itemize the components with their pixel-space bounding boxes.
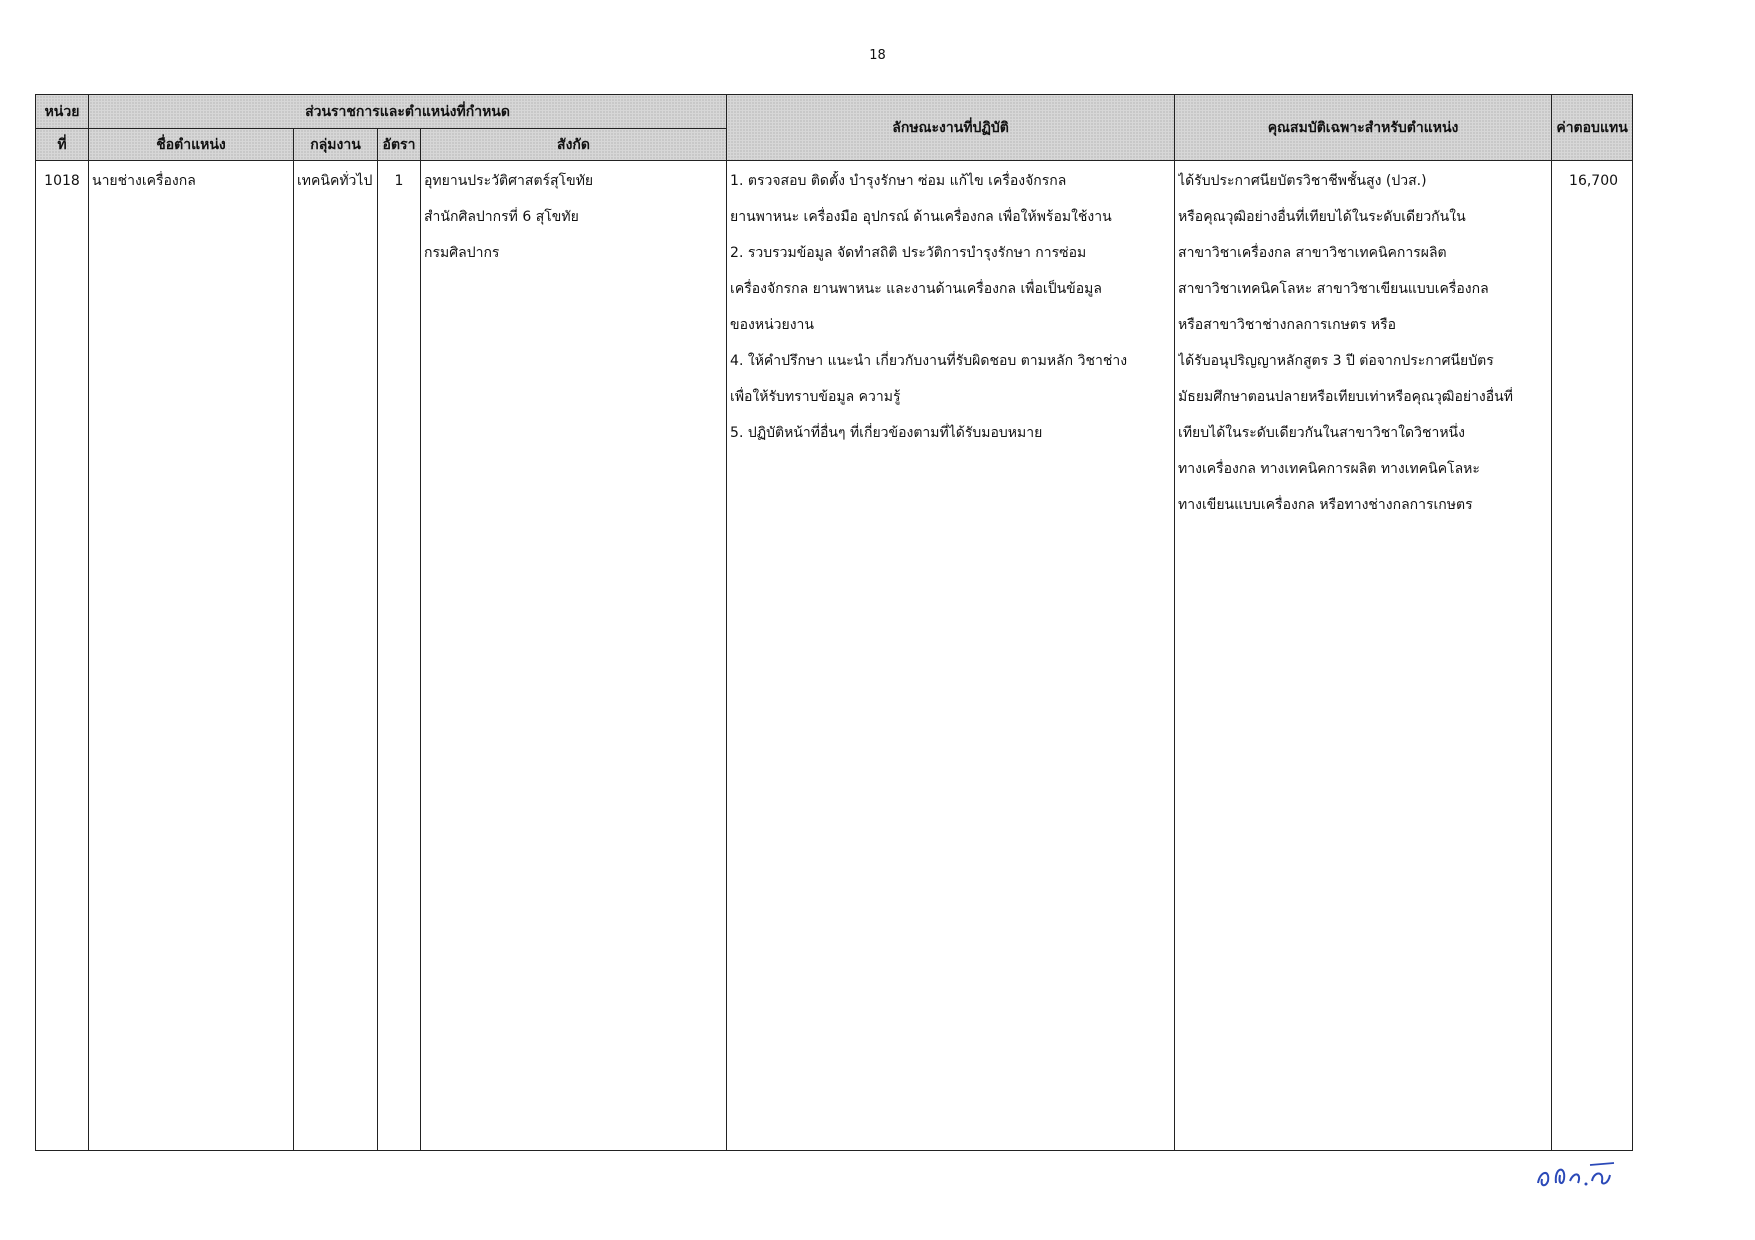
duty-line: เครื่องจักรกล ยานพาหนะ และงานด้านเครื่องกล เพื่อเป็นข้อมูล (730, 281, 1102, 297)
page-number: 18 (869, 48, 886, 63)
header-qualifications: คุณสมบัติเฉพาะสำหรับตำแหน่ง (1175, 95, 1552, 161)
qualification-line: สาขาวิชาเทคนิคโลหะ สาขาวิชาเขียนแบบเครื่องกล (1178, 281, 1489, 297)
work-group: เทคนิคทั่วไป (297, 173, 373, 189)
header-section: ส่วนราชการและตำแหน่งที่กำหนด (89, 95, 727, 129)
header-work-group: กลุ่มงาน (294, 129, 378, 161)
qualification-line: หรือคุณวุฒิอย่างอื่นที่เทียบได้ในระดับเดียวกันใน (1178, 209, 1466, 225)
cell-unit-no (36, 161, 89, 1151)
qualification-line: ได้รับอนุปริญญาหลักสูตร 3 ปี ต่อจากประกาศนียบัตร (1178, 353, 1494, 369)
header-compensation: ค่าตอบแทน (1552, 95, 1633, 161)
header-affiliation: สังกัด (421, 129, 727, 161)
duty-line: เพื่อให้รับทราบข้อมูล ความรู้ (730, 389, 901, 405)
affiliation-line: อุทยานประวัติศาสตร์สุโขทัย (424, 173, 594, 189)
affiliation-line: กรมศิลปากร (424, 245, 500, 261)
header-unit-no: ที่ (36, 129, 89, 161)
duty-line: ยานพาหนะ เครื่องมือ อุปกรณ์ ด้านเครื่องกล เพื่อให้พร้อมใช้งาน (730, 209, 1112, 225)
header-position-name: ชื่อตำแหน่ง (89, 129, 294, 161)
duty-line: 4. ให้คำปรึกษา แนะนำ เกี่ยวกับงานที่รับผิดชอบ ตามหลัก วิชาช่าง (730, 353, 1128, 369)
position-name: นายช่างเครื่องกล (92, 173, 196, 189)
unit-no: 1018 (44, 173, 80, 189)
qualification-line: หรือสาขาวิชาช่างกลการเกษตร หรือ (1178, 317, 1397, 333)
cell-qualifications (1175, 161, 1552, 1151)
cell-quota (378, 161, 421, 1151)
qualification-line: เทียบได้ในระดับเดียวกันในสาขาวิชาใดวิชาหนึ่ง (1178, 425, 1465, 441)
duty-line: ของหน่วยงาน (730, 317, 814, 333)
table-row (36, 161, 1633, 1151)
duty-line: 1. ตรวจสอบ ติดตั้ง บำรุงรักษา ซ่อม แก้ไข เครื่องจักรกล (730, 173, 1067, 189)
cell-duties (727, 161, 1175, 1151)
cell-affiliation (421, 161, 727, 1151)
header-quota: อัตรา (378, 129, 421, 161)
header-duties: ลักษณะงานที่ปฏิบัติ (727, 95, 1175, 161)
qualification-line: ได้รับประกาศนียบัตรวิชาชีพชั้นสูง (ปวส.) (1178, 173, 1427, 189)
qualification-line: มัธยมศึกษาตอนปลายหรือเทียบเท่าหรือคุณวุฒิอย่างอื่นที่ (1178, 389, 1513, 405)
qualification-line: ทางเครื่องกล ทางเทคนิคการผลิต ทางเทคนิคโลหะ (1178, 461, 1480, 477)
compensation: 16,700 (1569, 173, 1619, 189)
qualification-line: ทางเขียนแบบเครื่องกล หรือทางช่างกลการเกษตร (1178, 497, 1473, 513)
qualification-line: สาขาวิชาเครื่องกล สาขาวิชาเทคนิคการผลิต (1178, 245, 1447, 261)
handwritten-initials-icon (1530, 1153, 1620, 1193)
cell-work-group (294, 161, 378, 1151)
cell-compensation (1552, 161, 1633, 1151)
quota: 1 (394, 173, 404, 189)
duty-line: 5. ปฏิบัติหน้าที่อื่นๆ ที่เกี่ยวข้องตามที่ได้รับมอบหมาย (730, 425, 1043, 441)
cell-position-name (89, 161, 294, 1151)
duty-line: 2. รวบรวมข้อมูล จัดทำสถิติ ประวัติการบำรุงรักษา การซ่อม (730, 245, 1087, 261)
header-unit: หน่วย (36, 95, 89, 129)
position-table (35, 94, 1633, 1151)
affiliation-line: สำนักศิลปากรที่ 6 สุโขทัย (424, 209, 579, 225)
